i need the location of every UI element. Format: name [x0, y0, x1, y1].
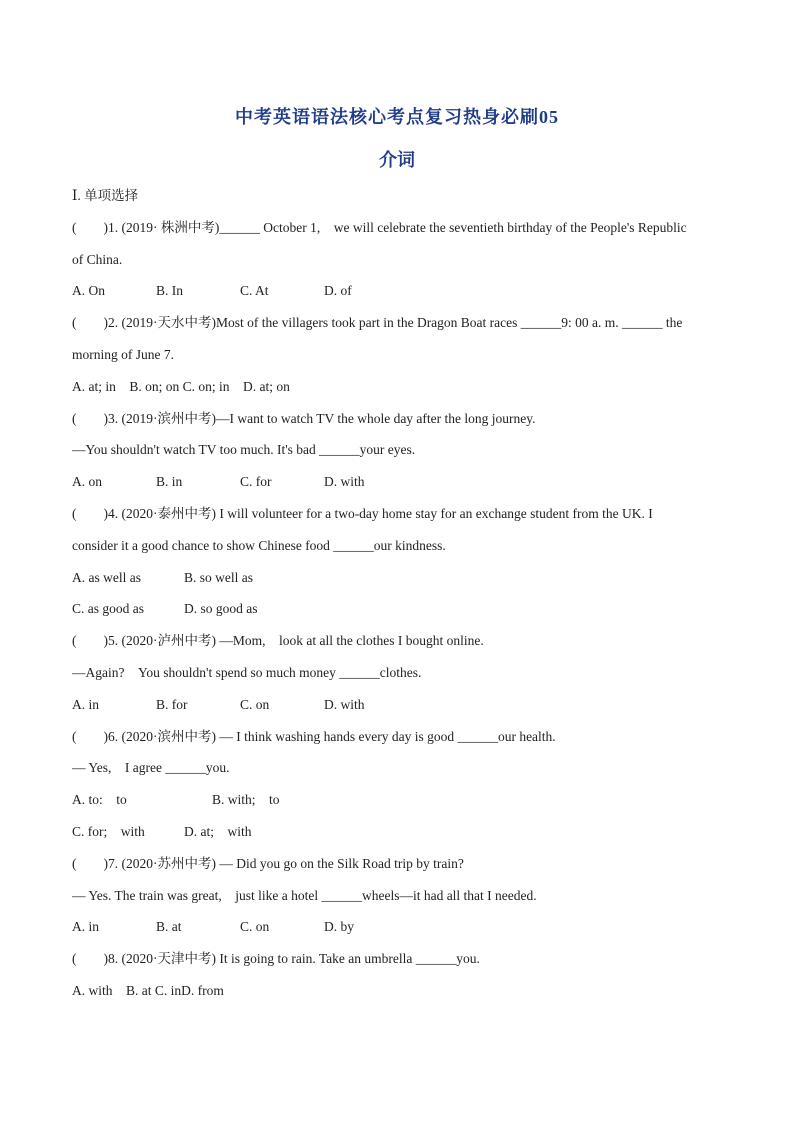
question-6-options [72, 784, 722, 816]
option: D. by [324, 919, 354, 935]
question-7-line: — Yes. The train was great, just like a hotel ______wheels—it had all that I needed. [72, 887, 537, 903]
option: B. with; to [212, 792, 280, 808]
question-2-line: ( )2. (2019·天水中考)Most of the villagers took part in the Dragon Boat races ______9: 00 a. m. ______ the [72, 315, 683, 331]
option: A. to: to [72, 792, 127, 808]
question-6-options [72, 816, 722, 848]
question-2-line: morning of June 7. [72, 346, 174, 362]
question-3-line: —You shouldn't watch TV too much. It's bad ______your eyes. [72, 442, 416, 458]
option: C. for [240, 474, 272, 490]
option: C. for; with [72, 823, 145, 839]
question-4-line: ( )4. (2020·泰州中考) I will volunteer for a two-day home stay for an exchange student from the UK. I [72, 505, 653, 521]
option: B. at [156, 919, 182, 935]
option: D. so good as [184, 601, 258, 617]
question-3-options [72, 466, 722, 498]
question-8-line: ( )8. (2020·天津中考) It is going to rain. Take an umbrella ______you. [72, 951, 480, 967]
question-4-options [72, 562, 722, 594]
question-1-options [72, 275, 722, 307]
option: D. with [324, 474, 365, 490]
option: B. In [156, 283, 183, 299]
question-6-line: ( )6. (2020·滨州中考) — I think washing hands every day is good ______our health. [72, 728, 556, 744]
option: B. for [156, 696, 188, 712]
question-4-line: consider it a good chance to show Chinese food ______our kindness. [72, 537, 446, 553]
option: A. in [72, 696, 99, 712]
section-heading: Ⅰ. 单项选择 [72, 188, 139, 203]
option: B. so well as [184, 569, 253, 585]
option: C. as good as [72, 601, 144, 617]
option: B. in [156, 474, 183, 490]
question-7-line: ( )7. (2020·苏州中考) — Did you go on the Silk Road trip by train? [72, 855, 464, 871]
question-4-options [72, 593, 722, 625]
page-subtitle: 介词 [379, 150, 415, 170]
question-8-options: A. with B. at C. inD. from [72, 982, 224, 998]
question-3-line: ( )3. (2019·滨州中考)—I want to watch TV the whole day after the long journey. [72, 410, 536, 426]
question-2-options: A. at; in B. on; on C. on; in D. at; on [72, 378, 290, 394]
option: A. on [72, 474, 102, 490]
option: C. At [240, 283, 269, 299]
option: A. as well as [72, 569, 141, 585]
question-5-line: —Again? You shouldn't spend so much money ______clothes. [72, 664, 422, 680]
page-title: 中考英语语法核心考点复习热身必刷05 [235, 107, 559, 127]
question-1-line: ( )1. (2019· 株洲中考)______ October 1, we will celebrate the seventieth birthday of the People's Republic [72, 219, 687, 235]
option: C. on [240, 696, 270, 712]
option: D. of [324, 283, 352, 299]
question-7-options [72, 911, 722, 943]
option: D. at; with [184, 823, 252, 839]
question-1-line: of China. [72, 251, 123, 267]
option: A. in [72, 919, 99, 935]
question-5-options [72, 689, 722, 721]
option: C. on [240, 919, 270, 935]
question-5-line: ( )5. (2020·泸州中考) —Mom, look at all the clothes I bought online. [72, 633, 484, 649]
question-6-line: — Yes, I agree ______you. [72, 760, 230, 776]
question-list [72, 180, 722, 1007]
option: D. with [324, 696, 365, 712]
option: A. On [72, 283, 105, 299]
